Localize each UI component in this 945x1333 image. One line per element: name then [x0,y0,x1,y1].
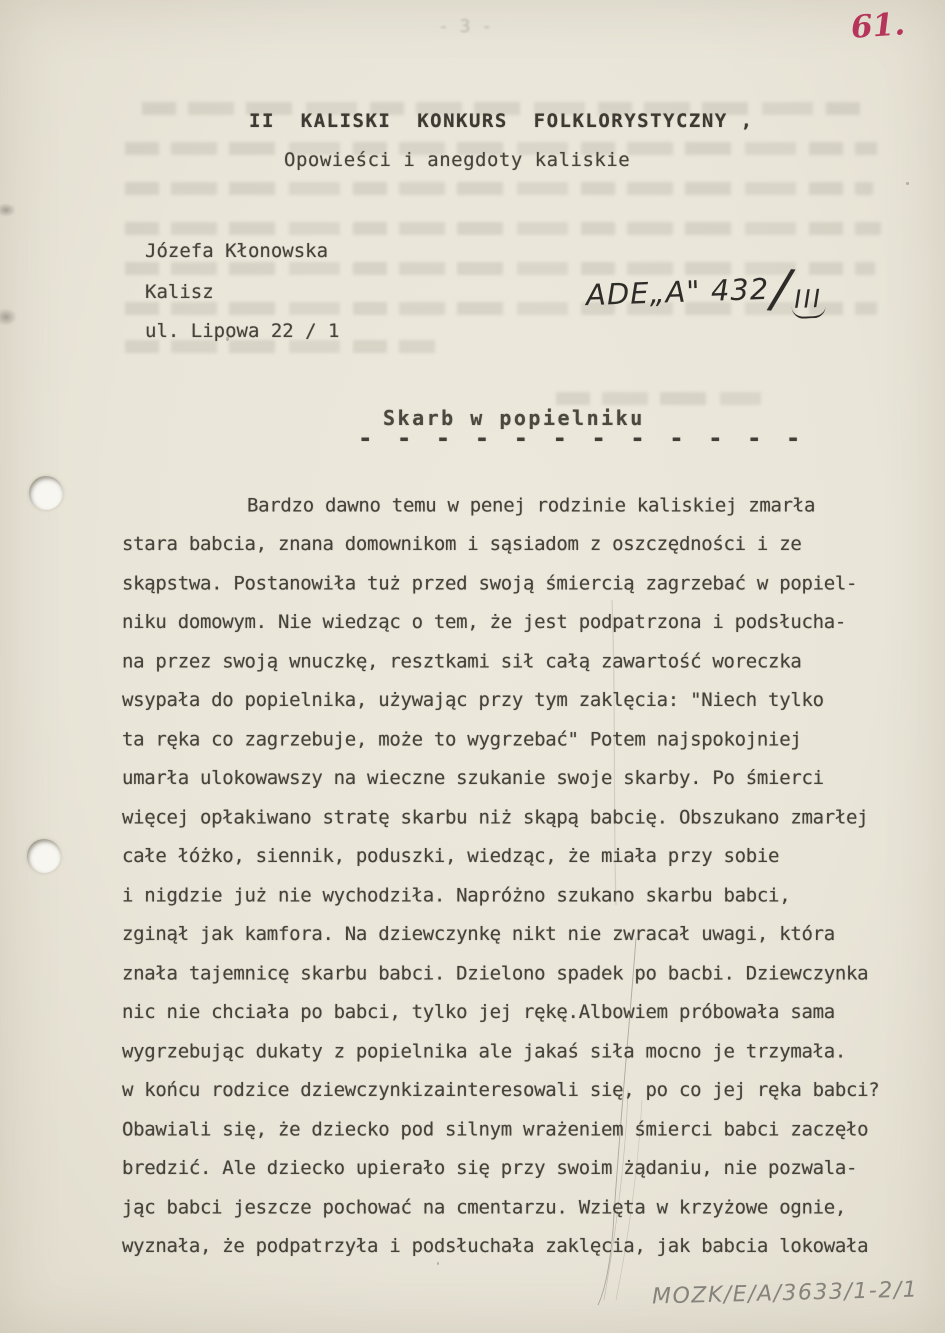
bleedthrough-line [125,222,881,235]
story-line: całe łóżko, siennik, poduszki, wiedząc, że miała przy sobie [122,845,780,867]
punch-hole [29,476,63,510]
paper-speck [906,182,909,185]
annotation-main: ADE„A" 432 [585,271,770,313]
page-number-handwritten: 61. [849,6,907,46]
annotation-slash: / [770,258,792,320]
bleedthrough-line [125,182,873,195]
story-line: skąpstwa. Postanowiła tuż przed swoją śmiercią zagrzebać w popiel- [122,572,858,595]
story-line: Bardzo dawno temu w penej rodzinie kaliskiej zmarła [247,494,816,517]
bleedthrough-signature [556,392,761,405]
story-line: niku domowym. Nie wiedząc o tem, że jest podpatrzona i podsłucha- [122,611,847,633]
story-title-underline: - - - - - - - - - - - - [358,424,806,452]
story-line: znała tajemnicę skarbu babci. Dzielono spadek po bacbi. Dziewczynka [122,962,869,985]
story-line: zginął jak kamfora. Na dziewczynkę nikt nie zwracał uwagi, która [122,923,835,945]
story-line: umarła ulokowawszy na wieczne szukanie swoje skarby. Po śmierci [122,767,824,789]
story-body [122,486,912,1266]
edge-smudge [0,308,17,326]
author-name: Józefa Kłonowska [145,240,329,262]
story-line: stara babcia, znana domownikom i sąsiadom z oszczędności i ze [122,533,802,555]
annotation-denominator: III [791,284,826,319]
story-line: na przez swoją wnuczkę, resztkami sił całą zawartość woreczka [122,650,802,673]
story-line: wygrzebując dukaty z popielnika ale jakaś siła mocno je trzymała. [122,1040,847,1063]
story-line: wsypała do popielnika, używając przy tym zaklęcia: "Niech tylko [122,689,824,711]
story-line: ta ręka co zagrzebuje, może to wygrzebać" Potem najspokojniej [122,728,802,751]
story-line: bredzić. Ale dziecko upierało się przy swoim żądaniu, nie pozwala- [122,1157,858,1179]
story-title: Skarb w popielniku [383,406,645,430]
author-address: ul. Lipowa 22 / 1 [145,320,340,342]
archive-annotation-handwritten [585,258,826,322]
bleedthrough-page-number: - 3 - [438,16,493,37]
story-line: nic nie chciała po babci, tylko jej rękę.Albowiem próbowała sama [122,1001,835,1023]
author-city: Kalisz [145,281,214,303]
story-line: wyznała, że podpatrzyła i podsłuchała zaklęcia, jak babcia lokowała [122,1235,869,1257]
punch-hole [27,839,61,873]
story-line: w końcu rodzice dziewczynkizainteresowali się, po co jej ręka babci? [122,1079,880,1101]
story-line: i nigdzie już nie wychodziła. Napróżno szukano skarbu babci, [122,884,791,907]
inventory-number-handwritten: MOZK/E/A/3633/1-2/1 [651,1277,919,1310]
story-line: więcej opłakiwano stratę skarbu niż skąpą babcię. Obszukano zmarłej [122,806,869,829]
paper-speck [226,337,229,341]
story-line: Obawiali się, że dziecko pod silnym wrażeniem śmierci babci zaczęło [122,1118,869,1141]
document-header-title: II KALISKI KONKURS FOLKLORYSTYCZNY , [249,110,754,132]
document-header-subtitle: Opowieści i anegdoty kaliskie [284,149,631,171]
author-block [145,240,339,359]
paper-speck [437,1262,439,1265]
story-line: jąc babci jeszcze pochować na cmentarzu. Wzięta w krzyżowe ognie, [122,1196,847,1219]
edge-smudge [0,203,16,217]
